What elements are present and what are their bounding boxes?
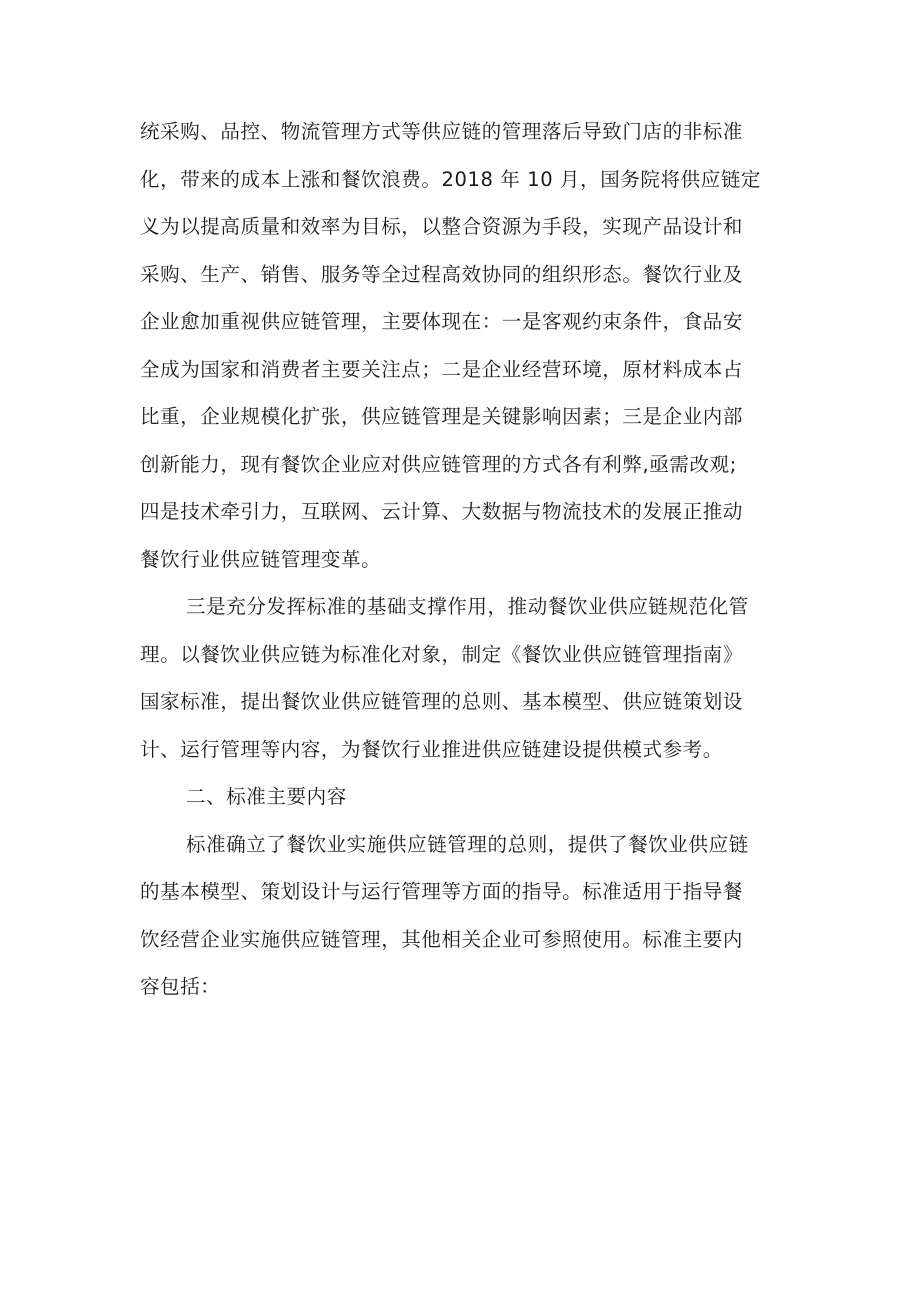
text-line: 容包括： bbox=[140, 975, 221, 998]
text-line: 采购、生产、销售、服务等全过程高效协同的组织形态。餐饮行业及 bbox=[140, 262, 744, 286]
text-line: 比重，企业规模化扩张，供应链管理是关键影响因素；三是企业内部 bbox=[140, 405, 744, 428]
text-line: 义为以提高质量和效率为目标，以整合资源为手段，实现产品设计和 bbox=[140, 215, 744, 238]
text-line: 企业愈加重视供应链管理，主要体现在：一是客观约束条件，食品安 bbox=[140, 310, 744, 333]
document-body bbox=[140, 108, 800, 1011]
paragraph-standard-support bbox=[140, 583, 800, 773]
text-line: 餐饮行业供应链管理变革。 bbox=[140, 547, 382, 571]
text-line: 标准确立了餐饮业实施供应链管理的总则，提供了餐饮业供应链 bbox=[186, 832, 749, 856]
text-line: 统采购、品控、物流管理方式等供应链的管理落后导致门店的非标准 bbox=[140, 120, 744, 143]
text-line: 全成为国家和消费者主要关注点；二是企业经营环境，原材料成本占 bbox=[140, 357, 744, 381]
paragraph-standard-content bbox=[140, 821, 800, 1011]
text-line: 理。以餐饮业供应链为标准化对象，制定《餐饮业供应链管理指南》 bbox=[140, 642, 744, 666]
text-line: 的基本模型、策划设计与运行管理等方面的指导。标准适用于指导餐 bbox=[140, 880, 744, 903]
text-line: 饮经营企业实施供应链管理，其他相关企业可参照使用。标准主要内 bbox=[140, 927, 744, 951]
text-line: 计、运行管理等内容，为餐饮行业推进供应链建设提供模式参考。 bbox=[140, 737, 723, 761]
text-line: 化，带来的成本上涨和餐饮浪费。2018 年 10 月，国务院将供应链定 bbox=[140, 167, 762, 191]
text-line: 四是技术牵引力，互联网、云计算、大数据与物流技术的发展正推动 bbox=[140, 500, 744, 523]
section-title: 二、标准主要内容 bbox=[186, 785, 347, 808]
text-line: 创新能力，现有餐饮企业应对供应链管理的方式各有利弊,亟需改观; bbox=[140, 452, 737, 476]
paragraph-supply-chain-background bbox=[140, 108, 800, 583]
text-line: 国家标准，提出餐饮业供应链管理的总则、基本模型、供应链策划设 bbox=[140, 690, 744, 713]
section-heading bbox=[140, 773, 800, 821]
text-line: 三是充分发挥标准的基础支撑作用，推动餐饮业供应链规范化管 bbox=[186, 595, 749, 618]
